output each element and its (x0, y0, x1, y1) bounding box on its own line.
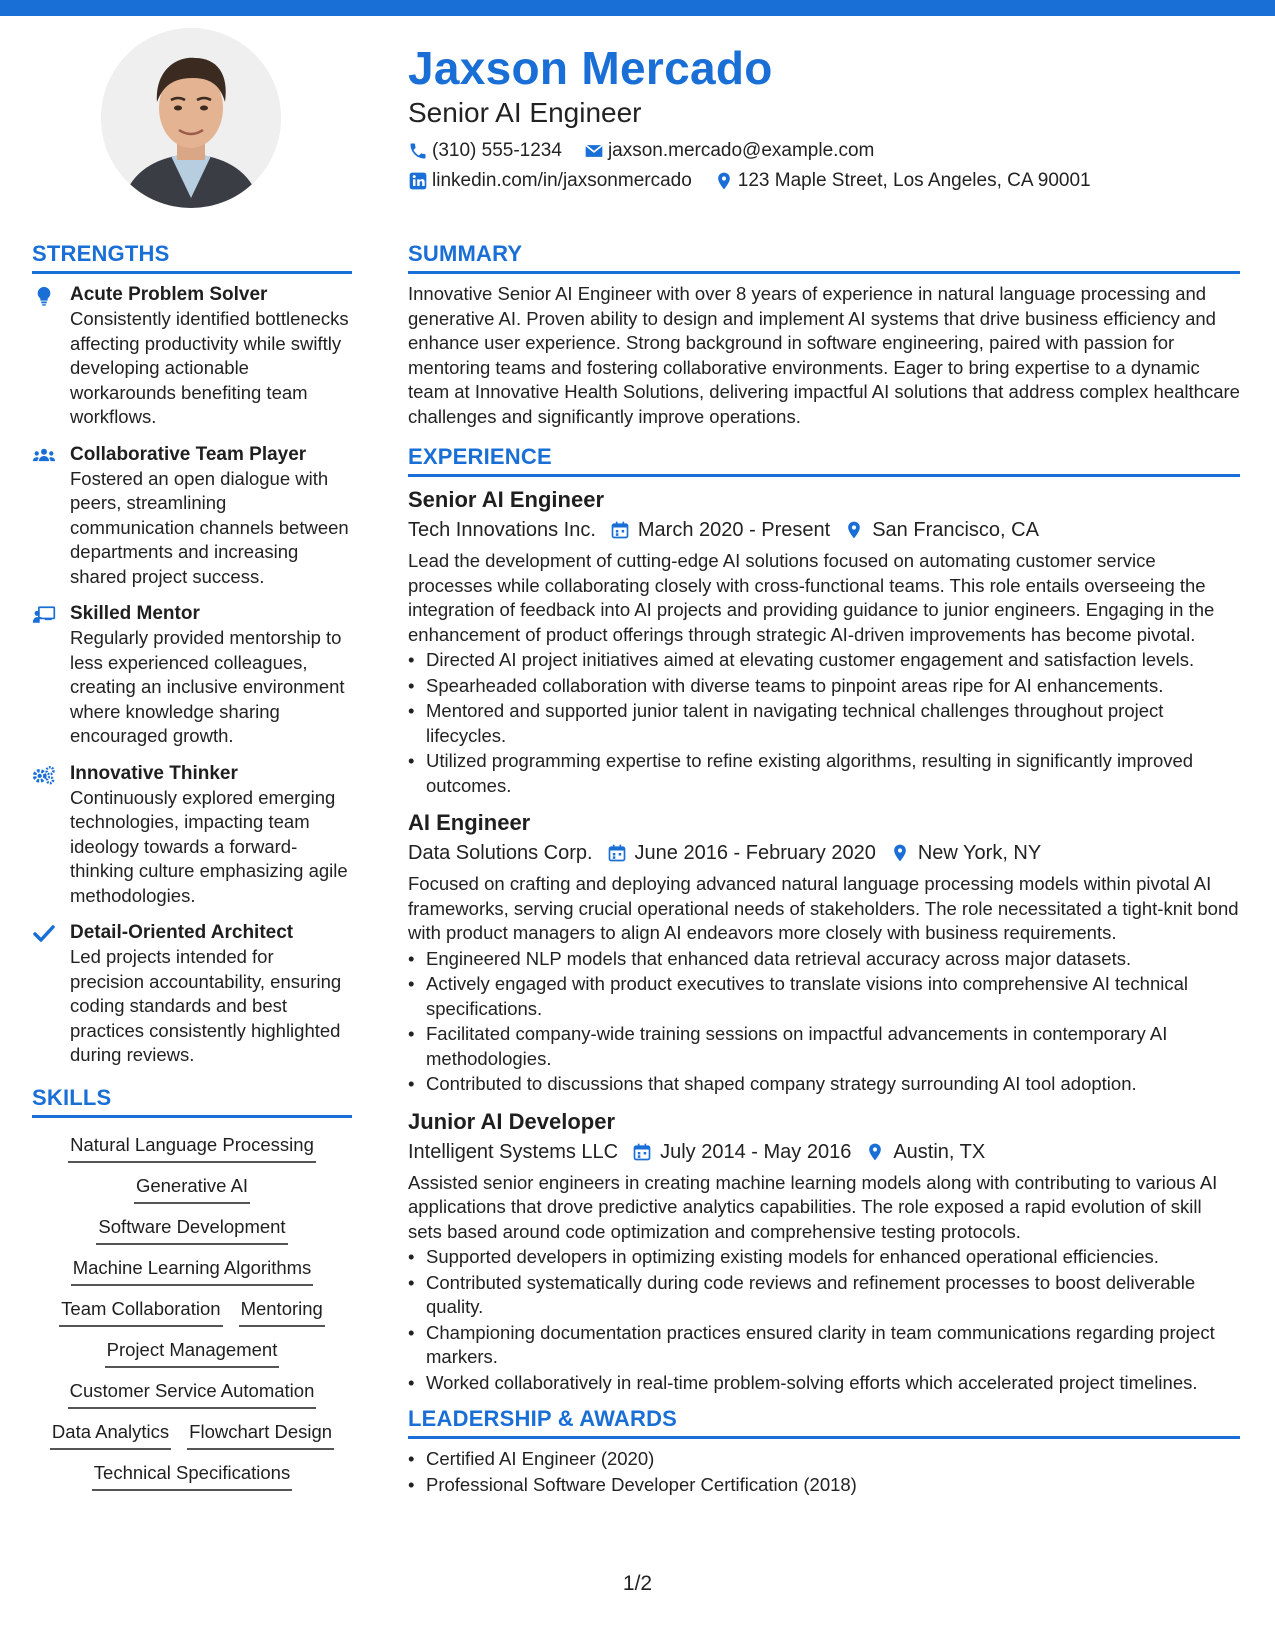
job-meta (408, 838, 1240, 868)
candidate-role: Senior AI Engineer (408, 97, 642, 128)
map-pin-icon (714, 171, 734, 191)
left-column (32, 240, 352, 1495)
strength-item (32, 601, 352, 749)
job-company: Intelligent Systems LLC (408, 1140, 619, 1163)
strength-title: Detail-Oriented Architect (70, 922, 294, 943)
list-item: • Certified AI Engineer (2020) (408, 1447, 1240, 1472)
calendar-icon (632, 1142, 652, 1162)
list-item: • Contributed systematically during code reviews and refinement processes to boost deliverable quality. (408, 1271, 1240, 1320)
strength-title: Acute Problem Solver (70, 284, 268, 305)
address-text: 123 Maple Street, Los Angeles, CA 90001 (737, 170, 1091, 191)
strengths-heading: STRENGTHS (32, 240, 352, 274)
job-bullets (408, 648, 1240, 798)
skill-tag: Data Analytics (50, 1418, 171, 1450)
list-item: • Directed AI project initiatives aimed at elevating customer engagement and satisfaction levels. (408, 648, 1240, 673)
right-column (408, 240, 1240, 1497)
gears-icon (32, 764, 56, 786)
list-item: • Engineered NLP models that enhanced data retrieval accuracy across major datasets. (408, 947, 1240, 972)
linkedin-text: linkedin.com/in/jaxsonmercado (432, 170, 692, 191)
skill-tag: Natural Language Processing (68, 1131, 316, 1163)
map-pin-icon (865, 1142, 885, 1162)
skill-tag: Technical Specifications (92, 1459, 292, 1491)
calendar-icon (610, 520, 630, 540)
list-item: • Professional Software Developer Certification (2018) (408, 1473, 1240, 1498)
list-item: • Utilized programming expertise to refine existing algorithms, resulting in significantly improved outcomes. (408, 749, 1240, 798)
address-contact (714, 168, 1091, 194)
job-dates: June 2016 - February 2020 (634, 842, 876, 864)
users-icon (32, 445, 56, 467)
awards-section (408, 1405, 1240, 1497)
job-title: AI Engineer (408, 810, 531, 835)
chalkboard-teacher-icon (32, 604, 56, 626)
email-text: jaxson.mercado@example.com (607, 140, 875, 161)
summary-heading: SUMMARY (408, 240, 1240, 274)
phone-contact[interactable] (408, 138, 562, 164)
skill-tag: Customer Service Automation (68, 1377, 317, 1409)
job-location: New York, NY (917, 842, 1042, 864)
list-item: • Supported developers in optimizing existing models for enhanced operational efficiencies. (408, 1245, 1240, 1270)
email-contact[interactable] (584, 138, 874, 164)
strength-desc: Led projects intended for precision accountability, ensuring coding standards and best practices consistently highlighted during reviews. (70, 946, 342, 1065)
summary-text: Innovative Senior AI Engineer with over 8 years of experience in natural language processing and generative AI. Proven ability to design and implement AI systems that drive business efficiency and enhance user experience. Strong background in software engineering, paired with passion for mentoring teams and fostering collaborative environments. Eager to bring expertise to a dynamic team at Innovative Health Solutions, delivering impactful AI solutions that address complex healthcare challenges and significantly improve operations. (408, 283, 1240, 427)
skills-list (32, 1126, 352, 1495)
strength-desc: Fostered an open dialogue with peers, streamlining communication channels between departments and increasing shared project success. (70, 467, 349, 587)
list-item: • Contributed to discussions that shaped company strategy surrounding AI tool adoption. (408, 1072, 1240, 1097)
strength-item (32, 442, 352, 590)
strength-title: Collaborative Team Player (70, 443, 307, 465)
calendar-icon (607, 843, 627, 863)
contact-row-1 (408, 138, 1248, 164)
skill-tag: Generative AI (134, 1172, 250, 1204)
skill-tag: Machine Learning Algorithms (71, 1254, 314, 1286)
strength-item (32, 761, 352, 909)
awards-heading: LEADERSHIP & AWARDS (408, 1405, 1240, 1439)
strength-title: Skilled Mentor (70, 603, 200, 624)
checkmark-icon (32, 923, 56, 945)
skill-tag: Flowchart Design (187, 1418, 334, 1450)
strength-desc: Regularly provided mentorship to less experienced colleagues, creating an inclusive environment where knowledge sharing encouraged growth. (70, 627, 345, 746)
linkedin-contact[interactable] (408, 168, 692, 194)
job-title: Junior AI Developer (408, 1108, 616, 1134)
job-location: Austin, TX (893, 1140, 986, 1163)
job-title: Senior AI Engineer (408, 487, 605, 512)
list-item: • Facilitated company-wide training sessions on impactful advancements in contemporary AI methodologies. (408, 1022, 1240, 1071)
job-entry (408, 1107, 1240, 1396)
skill-tag: Project Management (105, 1336, 280, 1368)
strength-desc: Consistently identified bottlenecks affecting productivity while swiftly developing actionable workarounds benefiting team workflows. (70, 308, 349, 427)
job-description: Lead the development of cutting-edge AI solutions focused on automating customer service processes while collaborating closely with cross-functional teams. This role entails overseeing the integration of feedback into AI projects and providing guidance to junior engineers. Engaging in the enhancement of product offerings through strategic AI-driven improvements has become pivotal. (408, 550, 1215, 645)
skills-section (32, 1084, 352, 1495)
job-entry (408, 485, 1240, 798)
linkedin-icon (408, 171, 428, 191)
list-item: • Worked collaboratively in real-time problem-solving efforts which accelerated project timelines. (408, 1371, 1240, 1396)
job-bullets (408, 947, 1240, 1097)
job-meta (408, 515, 1240, 545)
job-company: Data Solutions Corp. (408, 842, 593, 864)
envelope-icon (584, 141, 604, 161)
map-pin-icon (890, 843, 910, 863)
job-description: Focused on crafting and deploying advanced natural language processing models within pivotal AI frameworks, serving crucial operational needs of stakeholders. The role necessitated a tight-knit bond with product managers to align AI endeavors more closely with business requirements. (408, 873, 1239, 943)
job-company: Tech Innovations Inc. (408, 519, 596, 541)
strength-item (32, 920, 352, 1068)
list-item: • Spearheaded collaboration with diverse teams to pinpoint areas ripe for AI enhancements. (408, 674, 1240, 699)
skill-tag: Mentoring (239, 1295, 325, 1327)
job-description: Assisted senior engineers in creating machine learning models along with contributing to various AI applications that drove predictive analytics capabilities. The role exposed a rapid evolution of skill sets based around code optimization and comprehensive testing protocols. (408, 1171, 1218, 1242)
resume-header (408, 40, 1248, 194)
awards-list (408, 1447, 1240, 1497)
job-bullets (408, 1245, 1240, 1395)
job-meta (408, 1137, 1240, 1167)
skill-tag: Software Development (96, 1213, 287, 1245)
strength-item (32, 282, 352, 430)
list-item: • Mentored and supported junior talent in navigating technical challenges throughout project lifecycles. (408, 699, 1240, 748)
strength-desc: Continuously explored emerging technologies, impacting team ideology towards a forward-thinking culture emphasizing agile methodologies. (70, 786, 348, 906)
skill-tag: Team Collaboration (59, 1295, 222, 1327)
phone-icon (408, 141, 428, 161)
skills-heading: SKILLS (32, 1084, 352, 1118)
map-pin-icon (844, 520, 864, 540)
profile-photo (101, 28, 281, 208)
phone-text: (310) 555-1234 (432, 140, 562, 161)
top-accent-bar (0, 0, 1275, 16)
experience-heading: EXPERIENCE (408, 443, 1240, 477)
strength-title: Innovative Thinker (70, 762, 238, 784)
page-number: 1/2 (622, 1572, 653, 1595)
lightbulb-icon (32, 285, 56, 307)
job-dates: July 2014 - May 2016 (660, 1140, 852, 1163)
contact-row-2 (408, 168, 1248, 194)
candidate-name: Jaxson Mercado (408, 42, 773, 94)
job-dates: March 2020 - Present (637, 519, 831, 541)
job-entry (408, 808, 1240, 1097)
list-item: • Championing documentation practices ensured clarity in team communications regarding project markers. (408, 1321, 1240, 1370)
list-item: • Actively engaged with product executives to translate visions into comprehensive AI technical specifications. (408, 972, 1240, 1021)
job-location: San Francisco, CA (872, 519, 1039, 541)
